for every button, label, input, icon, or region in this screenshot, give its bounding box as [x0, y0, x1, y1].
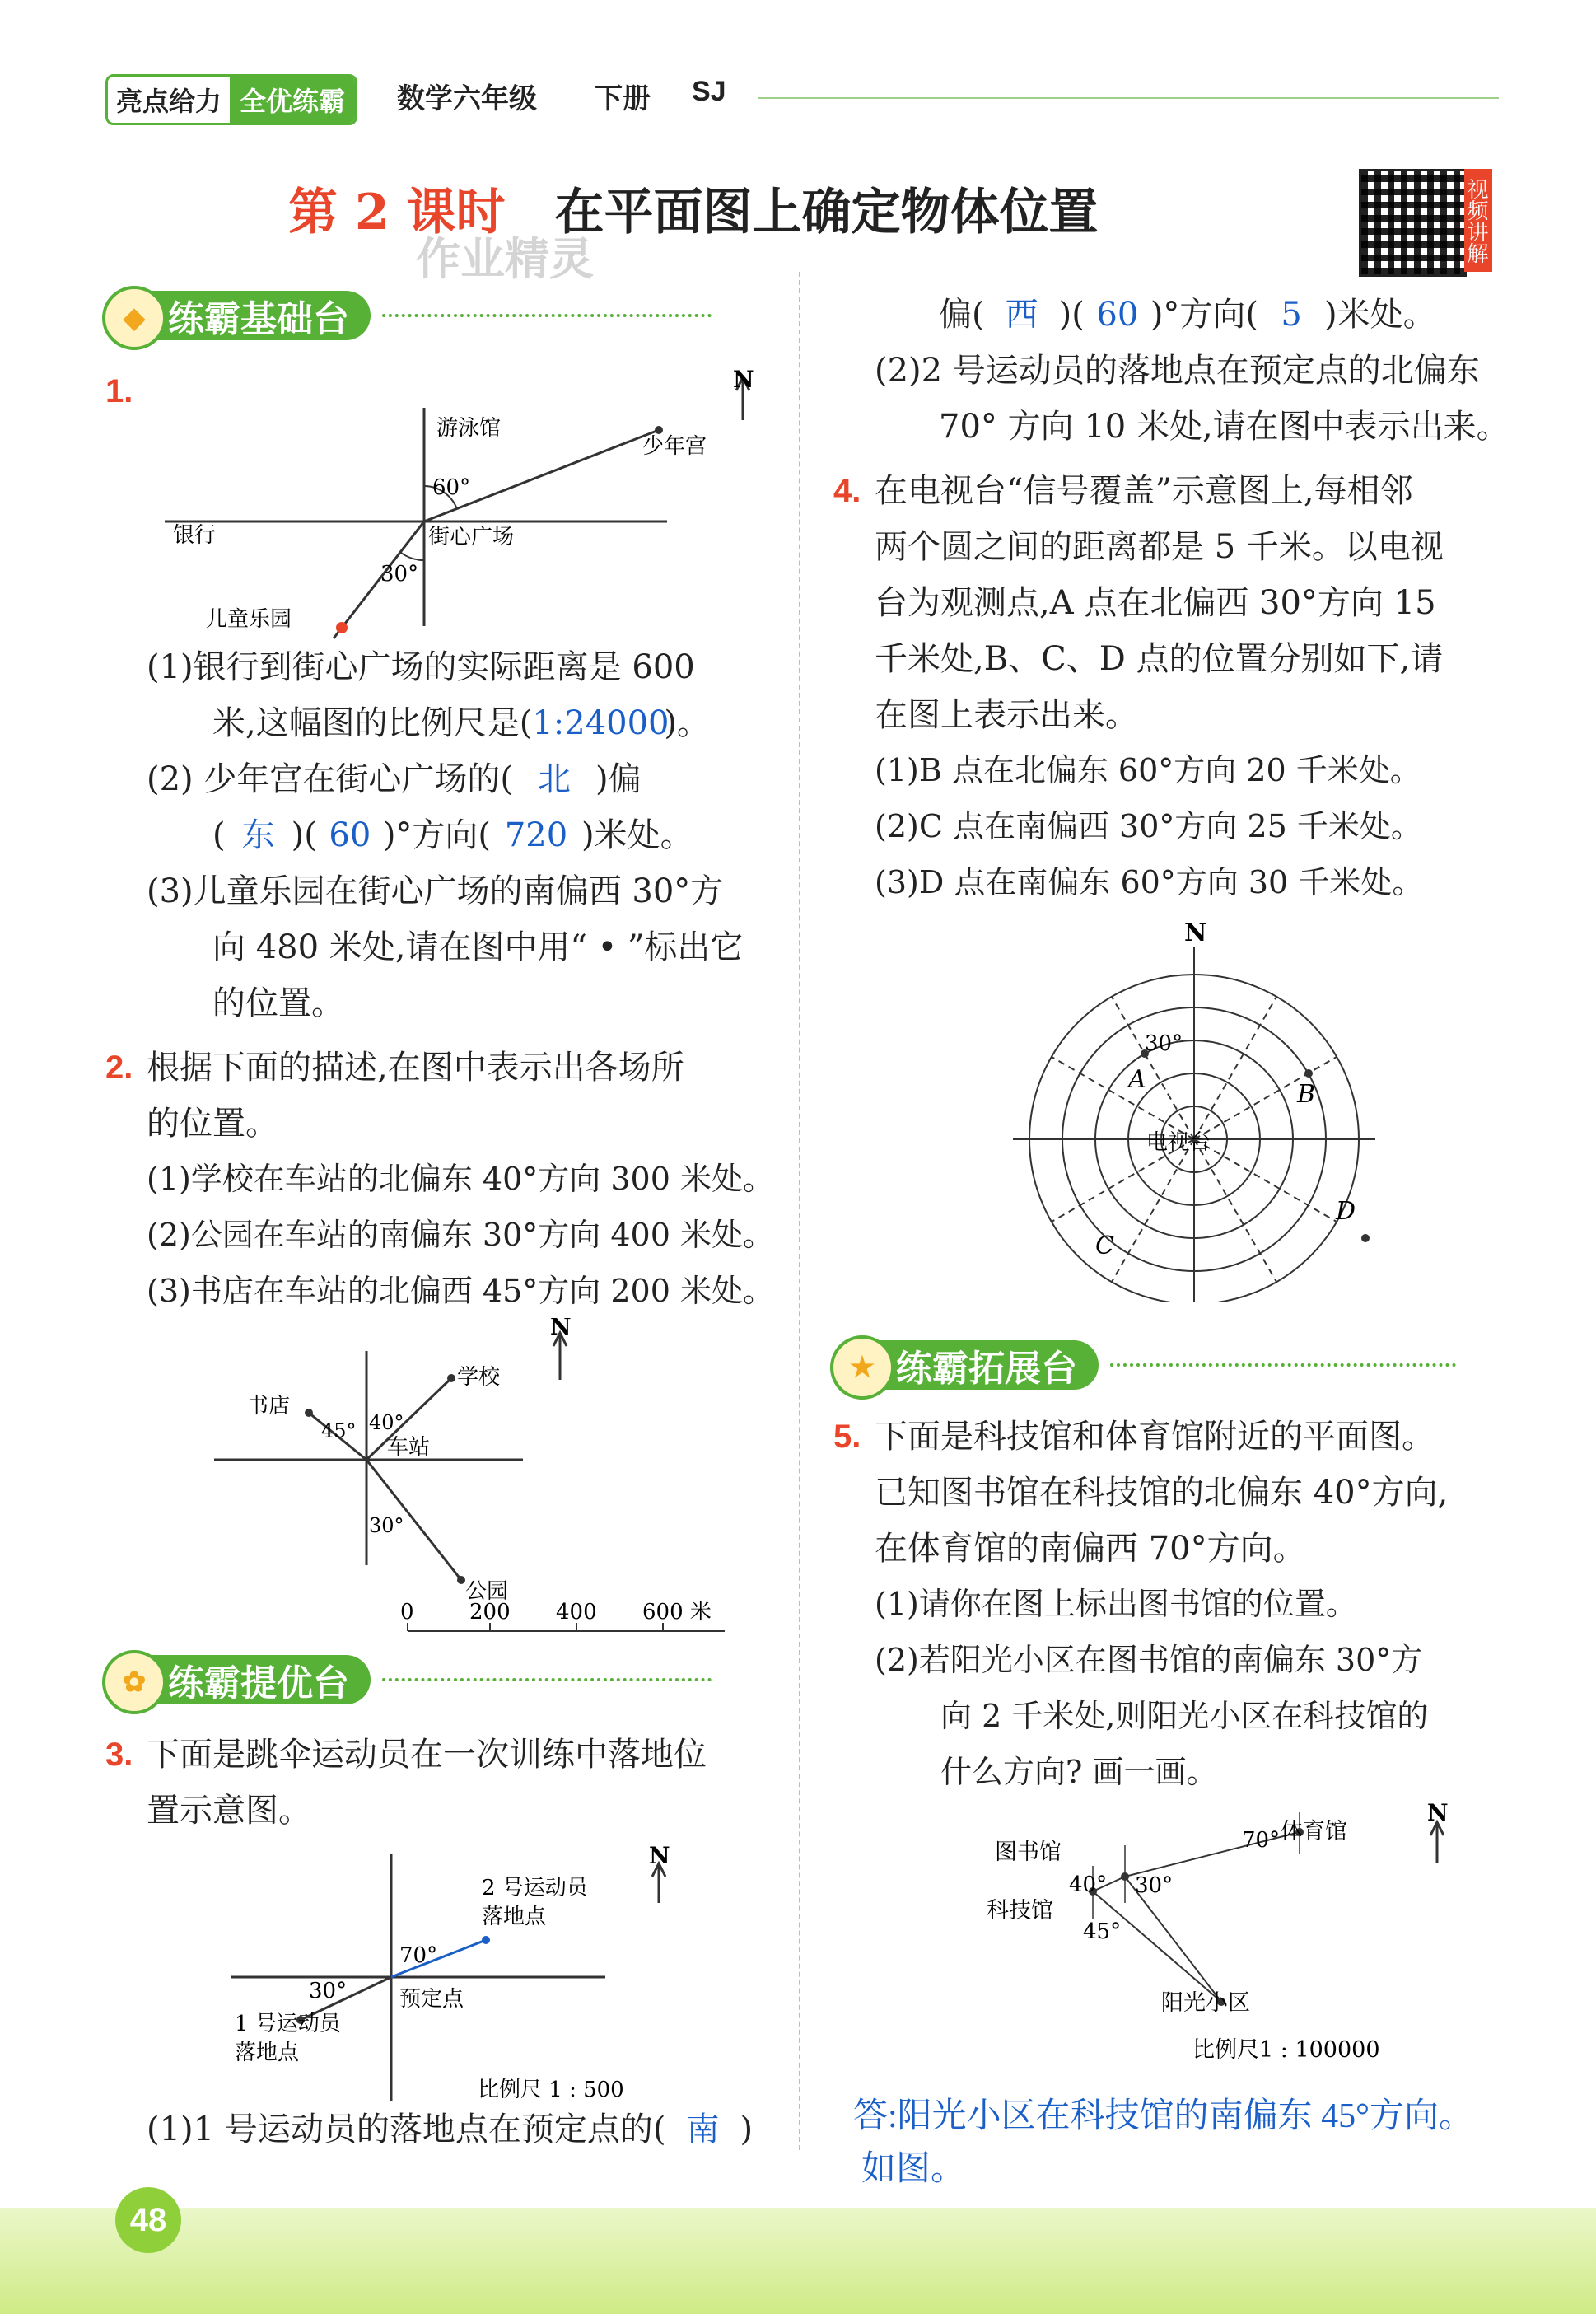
q3-intro2: 置示意图。	[147, 1792, 311, 1830]
q5-sunshine: 阳光小区	[1161, 1990, 1250, 2016]
q1-p3a: (3)儿童乐园在街心广场的南偏西 30°方	[147, 872, 724, 910]
q3-answer-dir[interactable]: 南	[686, 2111, 720, 2148]
q1-p2a: (2) 少年宫在街心广场的( 北 )偏	[147, 760, 642, 798]
column-divider	[799, 272, 800, 2150]
q2-scale-200: 200	[469, 1600, 511, 1624]
q5-library: 图书馆	[995, 1840, 1062, 1865]
q2-intro1: 根据下面的描述,在图中表示出各场所	[147, 1049, 684, 1087]
q1-north: N	[733, 366, 754, 393]
q3-answer-angle[interactable]: 60	[1096, 296, 1139, 334]
header-subject: 数学六年级	[397, 83, 537, 115]
q5-science-sunshine	[1093, 1891, 1221, 2002]
brand-logo	[105, 74, 357, 125]
q3-diagram	[222, 1845, 733, 2109]
q1-diagram	[156, 362, 766, 643]
lesson-number: 第 2 课时	[288, 184, 506, 241]
q2-scale-600: 600 米	[642, 1600, 712, 1624]
q2-number: 2.	[105, 1049, 133, 1086]
section-extend	[835, 1338, 1456, 1392]
section-extend-label: 练霸拓展台	[896, 1349, 1077, 1389]
q2-park: 公园	[465, 1579, 509, 1604]
q1-youth: 少年宫	[642, 434, 707, 459]
q1-p3b: 向 480 米处,请在图中用“ • ”标出它	[212, 928, 744, 966]
q5-l3: 在体育馆的南偏西 70°方向。	[875, 1530, 1306, 1568]
q5-a70: 70°	[1242, 1828, 1281, 1853]
q2-station: 车站	[387, 1435, 431, 1460]
section-basic	[107, 288, 712, 343]
q5-answer2[interactable]: 如图。	[861, 2150, 966, 2188]
q2-scale-400: 400	[556, 1600, 597, 1624]
watermark: 作业精灵	[416, 235, 594, 284]
q1-square: 街心广场	[428, 525, 515, 549]
q1-angle30: 30°	[380, 562, 419, 587]
cube-icon: ◆	[102, 286, 166, 350]
q5-s2a: (2)若阳光小区在图书馆的南偏东 30°方	[875, 1642, 1423, 1678]
q5-number: 5.	[833, 1419, 861, 1455]
q4-l2: 两个圆之间的距离都是 5 千米。以电视	[875, 528, 1444, 566]
header-volume: 下册	[595, 83, 651, 115]
q3-p2a: 2 号运动员	[482, 1876, 588, 1900]
q3-answer-distance[interactable]: 5	[1281, 296, 1302, 334]
q5-scale: 比例尺1 : 100000	[1192, 2037, 1380, 2063]
q4-B: B	[1297, 1080, 1316, 1109]
q1-playground-point	[336, 622, 348, 633]
q1-answer-dir2[interactable]: 东	[241, 816, 275, 854]
q1-answer-distance[interactable]: 720	[504, 816, 568, 854]
q5-l1: 下面是科技馆和体育馆附近的平面图。	[875, 1418, 1435, 1456]
qr-code-icon[interactable]	[1359, 169, 1467, 277]
q1-answer-scale[interactable]: 1:24000	[532, 704, 670, 742]
trophy-icon: ★	[830, 1335, 894, 1400]
q3-a30: 30°	[309, 1979, 348, 2003]
q4-center: 电视台	[1146, 1130, 1211, 1155]
q2-intro2: 的位置。	[147, 1105, 278, 1143]
q5-s2c: 什么方向? 画一画。	[940, 1754, 1218, 1790]
q3-intro: 下面是跳伞运动员在一次训练中落地位	[147, 1736, 707, 1774]
q4-l1: 在电视台“信号覆盖”示意图上,每相邻	[875, 472, 1413, 510]
page-number: 48	[115, 2187, 181, 2253]
q5-a30: 30°	[1135, 1873, 1174, 1898]
q4-l3: 台为观测点,A 点在北偏西 30°方向 15	[875, 584, 1436, 622]
section-improve	[107, 1653, 712, 1707]
q4-A: A	[1128, 1065, 1146, 1094]
lesson-topic: 在平面图上确定物体位置	[554, 184, 1099, 241]
q4-s3: (3)D 点在南偏东 60°方向 30 千米处。	[875, 864, 1424, 900]
q3-north: N	[649, 1845, 670, 1869]
q1-p3c: 的位置。	[212, 984, 344, 1022]
q3-p2b: 落地点	[482, 1905, 547, 1929]
q2-a45: 45°	[321, 1419, 357, 1442]
q3-number: 3.	[105, 1737, 133, 1773]
q1-answer-dir[interactable]: 北	[537, 760, 571, 798]
page-title	[288, 173, 1099, 244]
q2-a30: 30°	[369, 1514, 404, 1537]
q1-p2b: ( 东 )( 60 )°方向( 720 )米处。	[212, 816, 693, 854]
q3-p1b: 偏( 西 )( 60 )°方向( 5 )米处。	[939, 296, 1436, 334]
q3-p1a: 1 号运动员	[235, 2012, 341, 2036]
brand-part2: 全优练霸	[230, 77, 355, 123]
q4-number: 4.	[833, 473, 861, 509]
q2-diagram	[206, 1318, 749, 1648]
q3-a70: 70°	[399, 1943, 438, 1968]
q4-s2: (2)C 点在南偏西 30°方向 25 千米处。	[875, 808, 1422, 844]
q5-north: N	[1427, 1799, 1449, 1826]
q4-diagram	[1005, 914, 1416, 1302]
qr-label: 视频讲解	[1464, 169, 1492, 272]
q3-p2b: 70° 方向 10 米处,请在图中表示出来。	[939, 408, 1510, 446]
q1-angle60: 60°	[432, 475, 471, 500]
q2-s3: (3)书店在车站的北偏西 45°方向 200 米处。	[147, 1273, 774, 1309]
sprout-icon: ✿	[102, 1650, 166, 1714]
q1-p1a: (1)银行到街心广场的实际距离是 600	[147, 648, 695, 686]
section-improve-label: 练霸提优台	[168, 1663, 349, 1704]
q1-playground: 儿童乐园	[206, 607, 292, 632]
q1-pool: 游泳馆	[436, 416, 502, 441]
q1-arc30	[401, 553, 424, 560]
footer-band	[0, 2208, 1596, 2314]
q2-s1: (1)学校在车站的北偏东 40°方向 300 米处。	[147, 1161, 774, 1197]
q3-answer-dir2[interactable]: 西	[1005, 296, 1038, 334]
q2-north: N	[550, 1318, 572, 1340]
q5-science: 科技馆	[987, 1898, 1053, 1924]
q4-a30: 30°	[1145, 1031, 1183, 1056]
q5-l2: 已知图书馆在科技馆的北偏东 40°方向,	[875, 1474, 1449, 1512]
q4-s1: (1)B 点在北偏东 60°方向 20 千米处。	[875, 752, 1421, 788]
section-basic-label: 练霸基础台	[168, 299, 349, 339]
q5-s1: (1)请你在图上标出图书馆的位置。	[875, 1586, 1357, 1622]
q1-number: 1.	[105, 373, 133, 409]
q3-p1b: 落地点	[235, 2041, 300, 2065]
q1-bank: 银行	[173, 523, 217, 548]
q1-p1b: 米,这幅图的比例尺是(1:24000)。	[212, 704, 710, 742]
q4-l4: 千米处,B、C、D 点的位置分别如下,请	[875, 640, 1444, 678]
q4-north: N	[1184, 919, 1207, 947]
q3-preset: 预定点	[399, 1987, 464, 2012]
brand-part1: 亮点给力	[108, 81, 230, 119]
q2-scale-0: 0	[400, 1600, 414, 1624]
q5-a40: 40°	[1069, 1872, 1108, 1897]
q2-s2: (2)公园在车站的南偏东 30°方向 400 米处。	[147, 1217, 774, 1253]
q5-diagram	[972, 1796, 1499, 2076]
q3-p1: (1)1 号运动员的落地点在预定点的( 南 )	[147, 2111, 754, 2148]
q1-answer-angle[interactable]: 60	[329, 816, 371, 854]
q3-p2a: (2)2 号运动员的落地点在预定点的北偏东	[875, 352, 1480, 390]
header-edition: SJ	[692, 76, 726, 107]
q5-a45: 45°	[1083, 1919, 1122, 1944]
header-rule	[758, 97, 1499, 99]
q5-gym: 体育馆	[1281, 1819, 1347, 1844]
q4-D: D	[1336, 1197, 1356, 1226]
q2-bookstore: 书店	[247, 1394, 291, 1419]
q5-answer1[interactable]: 答:阳光小区在科技馆的南偏东 45°方向。	[853, 2097, 1473, 2135]
q1-youth-point	[655, 426, 663, 434]
q5-s2b: 向 2 千米处,则阳光小区在科技馆的	[940, 1698, 1429, 1734]
q2-a40: 40°	[369, 1411, 404, 1434]
q4-C: C	[1095, 1232, 1114, 1260]
q3-scale: 比例尺 1 : 500	[478, 2078, 624, 2102]
q4-l5: 在图上表示出来。	[875, 696, 1138, 734]
q2-school: 学校	[457, 1365, 501, 1390]
